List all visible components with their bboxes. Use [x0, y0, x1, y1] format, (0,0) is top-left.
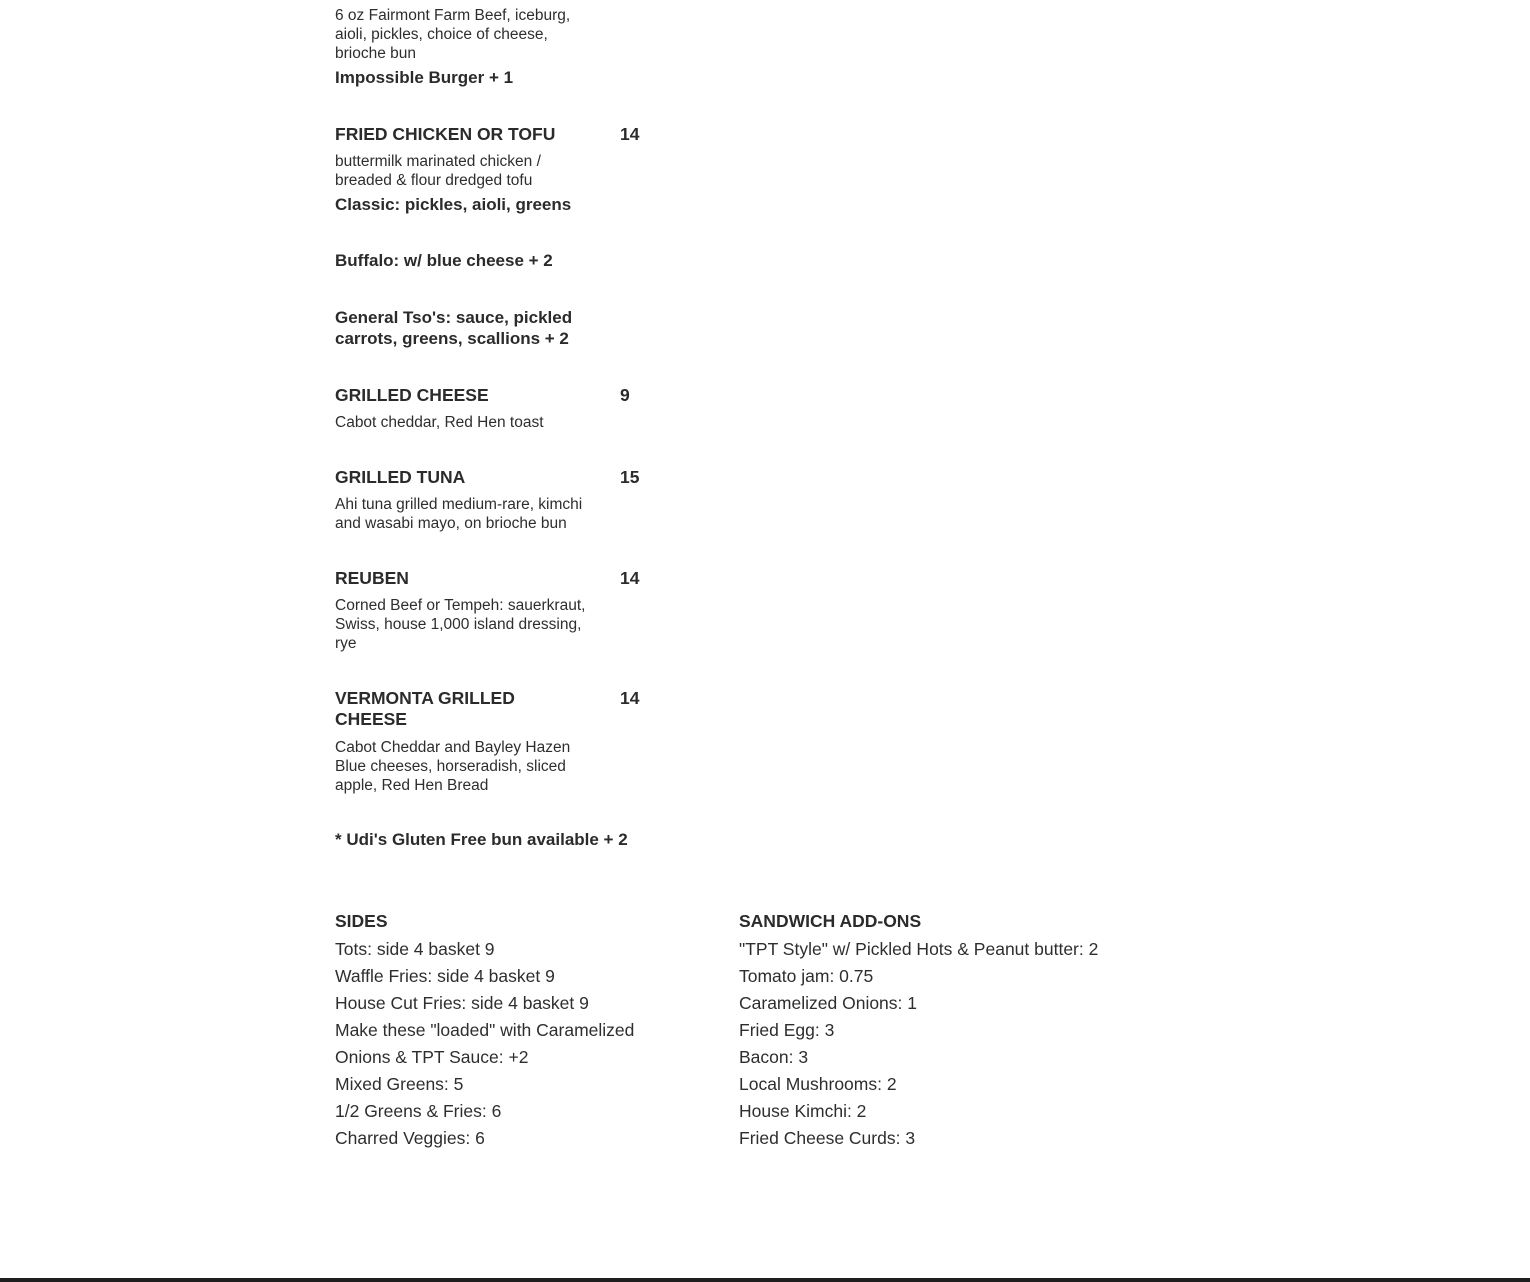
list-item: "TPT Style" w/ Pickled Hots & Peanut butter: 2	[739, 939, 1099, 959]
list-item: House Kimchi: 2	[739, 1101, 867, 1121]
menu-item-name-vermonta: VERMONTA GRILLED CHEESE	[335, 688, 515, 729]
menu-item-name-fried-chicken: FRIED CHICKEN OR TOFU	[335, 124, 556, 144]
addons-list	[739, 936, 1104, 1152]
menu-item-description-vermonta: Cabot Cheddar and Bayley Hazen Blue cheeses, horseradish, sliced apple, Red Hen Bread	[335, 739, 571, 794]
burger-option-impossible: Impossible Burger + 1	[335, 68, 514, 87]
menu-item-description-reuben: Corned Beef or Tempeh: sauerkraut, Swiss, house 1,000 island dressing, rye	[335, 597, 586, 652]
menu-item-price-grilled-tuna: 15	[620, 467, 640, 487]
list-item: Mixed Greens: 5	[335, 1074, 464, 1094]
gluten-free-note: * Udi's Gluten Free bun available + 2	[335, 830, 628, 849]
list-item: Fried Cheese Curds: 3	[739, 1128, 916, 1148]
menu-item-description-grilled-cheese: Cabot cheddar, Red Hen toast	[335, 414, 544, 431]
list-item: Make these "loaded" with Caramelized Onions & TPT Sauce: +2	[335, 1020, 635, 1067]
menu-item-description-fried-chicken: buttermilk marinated chicken / breaded & flour dredged tofu	[335, 153, 541, 189]
list-item: Bacon: 3	[739, 1047, 809, 1067]
list-item: Tots: side 4 basket 9	[335, 939, 495, 959]
menu-item-price-grilled-cheese: 9	[620, 385, 630, 405]
fried-chicken-option-buffalo: Buffalo: w/ blue cheese + 2	[335, 251, 553, 270]
addons-title: SANDWICH ADD-ONS	[739, 911, 922, 931]
list-item: 1/2 Greens & Fries: 6	[335, 1101, 502, 1121]
list-item: Tomato jam: 0.75	[739, 966, 874, 986]
menu-item-name-reuben: REUBEN	[335, 568, 409, 588]
bottom-divider	[0, 1278, 1530, 1282]
list-item: Local Mushrooms: 2	[739, 1074, 897, 1094]
burger-description: 6 oz Fairmont Farm Beef, iceburg, aioli, pickles, choice of cheese, brioche bun	[335, 7, 571, 62]
fried-chicken-option-classic: Classic: pickles, aioli, greens	[335, 195, 572, 214]
menu-item-description-grilled-tuna: Ahi tuna grilled medium-rare, kimchi and wasabi mayo, on brioche bun	[335, 496, 583, 532]
sides-list	[335, 936, 655, 1152]
sides-title: SIDES	[335, 911, 388, 931]
menu-item-price-fried-chicken: 14	[620, 124, 640, 144]
list-item: Caramelized Onions: 1	[739, 993, 917, 1013]
menu-item-price-reuben: 14	[620, 568, 640, 588]
list-item: Fried Egg: 3	[739, 1020, 835, 1040]
list-item: House Cut Fries: side 4 basket 9	[335, 993, 589, 1013]
menu-item-name-grilled-tuna: GRILLED TUNA	[335, 467, 466, 487]
menu-item-name-grilled-cheese: GRILLED CHEESE	[335, 385, 489, 405]
list-item: Waffle Fries: side 4 basket 9	[335, 966, 555, 986]
list-item: Charred Veggies: 6	[335, 1128, 485, 1148]
fried-chicken-option-general-tsos: General Tso's: sauce, pickled carrots, greens, scallions + 2	[335, 308, 573, 348]
menu-item-price-vermonta: 14	[620, 688, 640, 708]
